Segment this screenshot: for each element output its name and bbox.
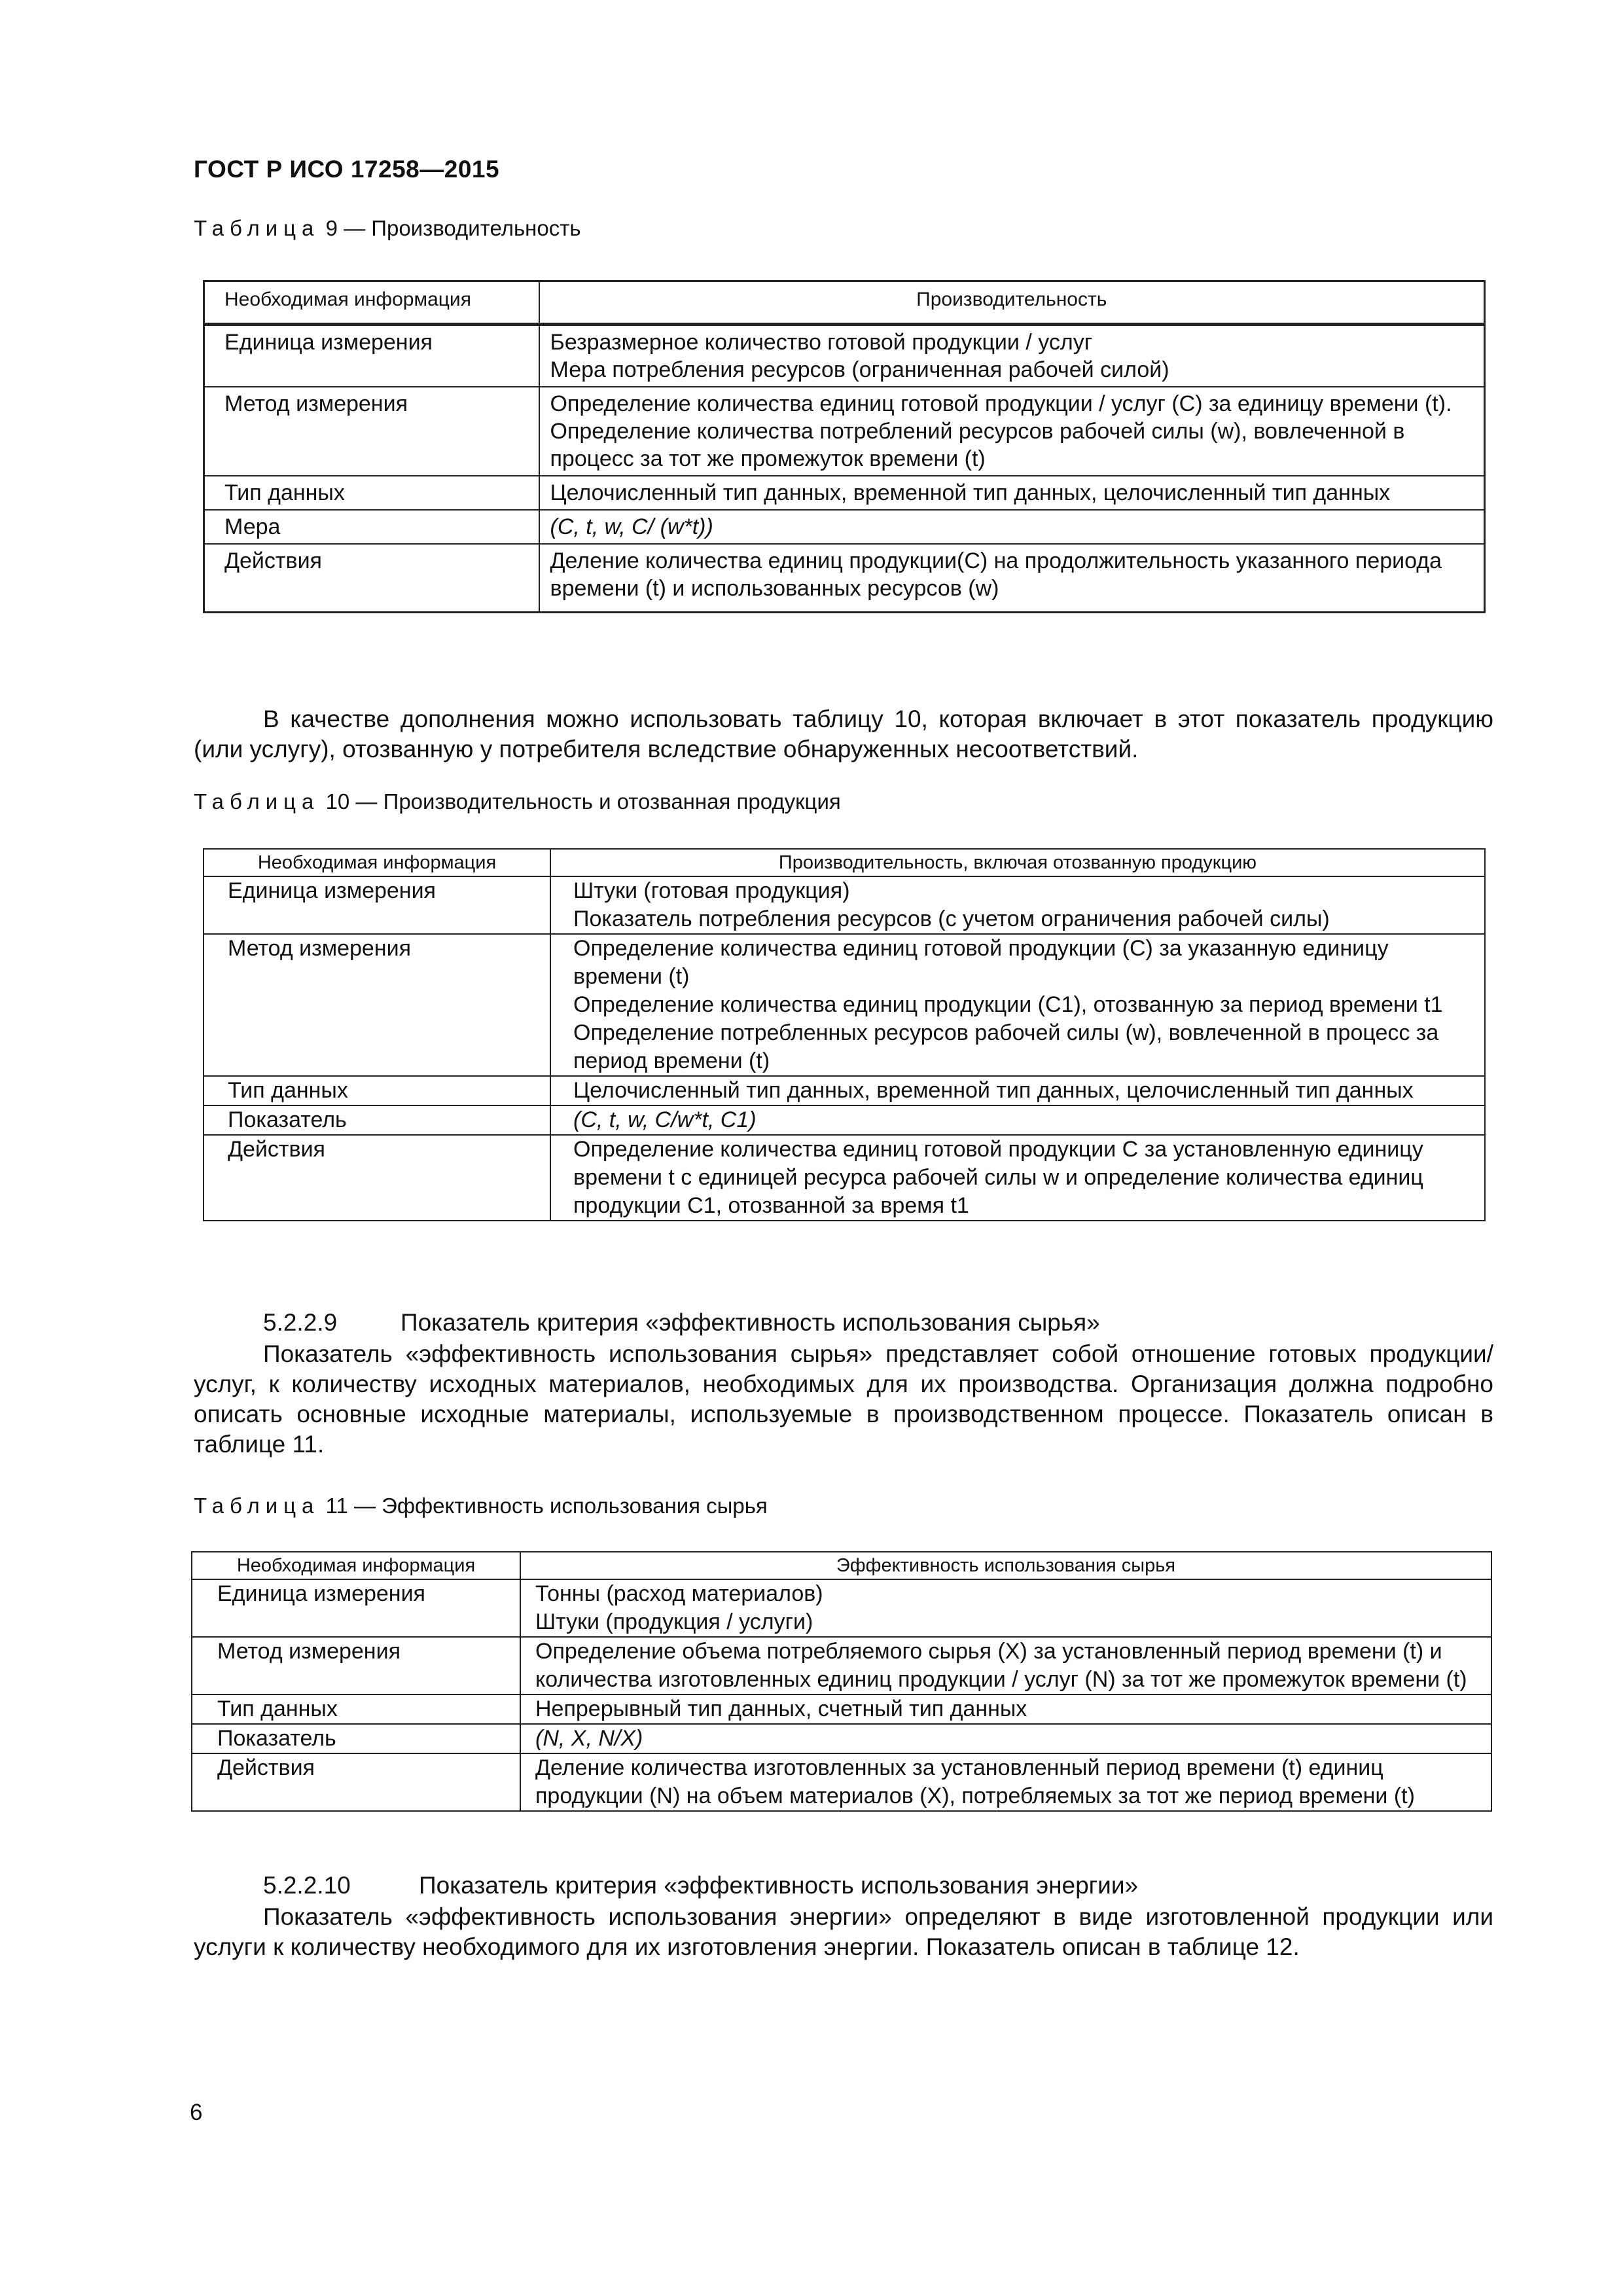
table10 (203, 848, 1486, 1221)
table-row (204, 510, 1485, 544)
table-row (192, 1695, 1491, 1724)
table-row (192, 1724, 1491, 1753)
table11-header-row (192, 1552, 1491, 1579)
row-value: Штуки (готовая продукция) Показатель потребления ресурсов (с учетом ограничения рабочей силы) (550, 876, 1485, 934)
table10-header-row (204, 849, 1485, 876)
table9-caption: Таблица 9 — Производительность (194, 216, 581, 240)
table-row (192, 1637, 1491, 1695)
row-value: Определение количества единиц готовой продукции C за установленную единицу времени t с единицей ресурса рабочей силы w и определение количества единиц продукции C1, отозванной за время t1 (550, 1135, 1485, 1221)
row-label: Мера (204, 510, 539, 544)
row-value: (C, t, w, C/ (w*t)) (539, 510, 1485, 544)
row-label: Единица измерения (192, 1579, 520, 1637)
table-row (204, 934, 1485, 1076)
table-row (204, 476, 1485, 510)
table9 (203, 280, 1486, 613)
row-value: Целочисленный тип данных, временной тип данных, целочисленный тип данных (539, 476, 1485, 510)
standard-header: ГОСТ Р ИСО 17258—2015 (194, 156, 500, 183)
row-value: (N, X, N/X) (520, 1724, 1491, 1753)
row-label: Показатель (204, 1105, 550, 1135)
table9-col1-header: Необходимая информация (204, 281, 539, 325)
table-row (204, 876, 1485, 934)
table11 (191, 1551, 1492, 1812)
table11-caption: Таблица 11 — Эффективность использования сырья (194, 1494, 768, 1518)
row-label: Метод измерения (192, 1637, 520, 1695)
row-label: Метод измерения (204, 387, 539, 476)
row-label: Метод измерения (204, 934, 550, 1076)
section-heading-5-2-2-10: 5.2.2.10 Показатель критерия «эффективность использования энергии» (263, 1872, 1139, 1899)
paragraph-table10-intro: В качестве дополнения можно использовать таблицу 10, которая включает в этот показатель продукцию (или услугу), отозванную у потребителя вследствие обнаруженных несоответствий. (194, 706, 1493, 762)
table9-header-row (204, 281, 1485, 325)
row-value: Тонны (расход материалов) Штуки (продукция / услуги) (520, 1579, 1491, 1637)
row-value: (C, t, w, C/w*t, C1) (550, 1105, 1485, 1135)
table10-caption: Таблица 10 — Производительность и отозванная продукция (194, 789, 841, 814)
table-row (204, 1135, 1485, 1221)
row-label: Единица измерения (204, 876, 550, 934)
paragraph-raw-materials: Показатель «эффективность использования сырья» представляет собой отношение готовых продукции/услуг, к количеству исходных материалов, необходимых для их производства. Организация должна подробно описать основные исходные материалы, используемые в производственном процессе. Показатель описан в таблице 11. (194, 1340, 1493, 1458)
row-value: Деление количества изготовленных за установленный период времени (t) единиц продукции (N) на объем материалов (X), потребляемых за тот же период времени (t) (520, 1753, 1491, 1811)
table-row (204, 1076, 1485, 1105)
table11-col2-header: Эффективность использования сырья (520, 1552, 1491, 1579)
row-value: Целочисленный тип данных, временной тип данных, целочисленный тип данных (550, 1076, 1485, 1105)
table-row (204, 1105, 1485, 1135)
row-value: Определение объема потребляемого сырья (X) за установленный период времени (t) и количества изготовленных единиц продукции / услуг (N) за тот же промежуток времени (t) (520, 1637, 1491, 1695)
row-label: Действия (192, 1753, 520, 1811)
row-value: Определение количества единиц готовой продукции / услуг (C) за единицу времени (t). Определение количества потреблений ресурсов рабочей силы (w), вовлеченной в процесс за тот же промежуток времени (t) (539, 387, 1485, 476)
table-row (192, 1753, 1491, 1811)
row-value: Безразмерное количество готовой продукции / услуг Мера потребления ресурсов (ограниченная рабочей силой) (539, 325, 1485, 387)
table10-col2-header: Производительность, включая отозванную продукцию (550, 849, 1485, 876)
page-number: 6 (190, 2100, 203, 2125)
section-heading-5-2-2-9: 5.2.2.9 Показатель критерия «эффективность использования сырья» (263, 1309, 1100, 1336)
row-label: Тип данных (192, 1695, 520, 1724)
paragraph-energy: Показатель «эффективность использования энергии» определяют в виде изготовленной продукции или услуги к количеству необходимого для их изготовления энергии. Показатель описан в таблице 12. (194, 1903, 1493, 1960)
table11-col1-header: Необходимая информация (192, 1552, 520, 1579)
table-row (204, 544, 1485, 613)
table9-col2-header: Производительность (539, 281, 1485, 325)
table-row (192, 1579, 1491, 1637)
row-label: Тип данных (204, 476, 539, 510)
row-label: Единица измерения (204, 325, 539, 387)
row-label: Действия (204, 544, 539, 613)
row-label: Показатель (192, 1724, 520, 1753)
table10-col1-header: Необходимая информация (204, 849, 550, 876)
row-value: Деление количества единиц продукции(C) на продолжительность указанного периода времени (t) и использованных ресурсов (w) (539, 544, 1485, 613)
row-label: Действия (204, 1135, 550, 1221)
row-label: Тип данных (204, 1076, 550, 1105)
row-value: Непрерывный тип данных, счетный тип данных (520, 1695, 1491, 1724)
table-row (204, 387, 1485, 476)
table-row (204, 325, 1485, 387)
row-value: Определение количества единиц готовой продукции (C) за указанную единицу времени (t) Определение количества единиц продукции (C1), отозванную за период времени t1 Определение потребленных ресурсов рабочей силы (w), вовлеченной в процесс за период времени (t) (550, 934, 1485, 1076)
